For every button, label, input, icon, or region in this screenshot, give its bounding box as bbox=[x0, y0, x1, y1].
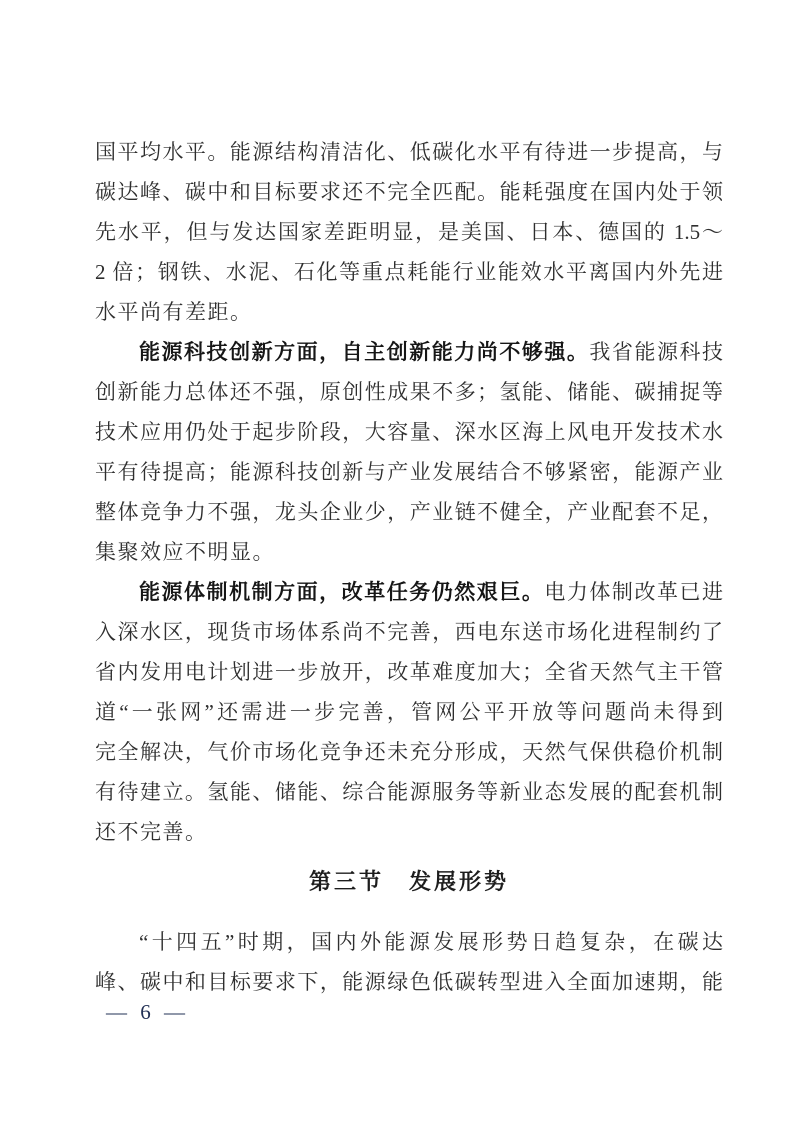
p2-line: 集聚效应不明显。 bbox=[95, 540, 275, 564]
p2-bold-lead: 能源科技创新方面，自主创新能力尚不够强。 bbox=[139, 340, 590, 364]
p2-line1-rest: 我省能源科技 bbox=[589, 340, 723, 364]
paragraph-1 bbox=[95, 132, 723, 332]
paragraph-2 bbox=[95, 332, 723, 572]
p1-line: 先水平，但与发达国家差距明显，是美国、日本、德国的 1.5～ bbox=[95, 220, 723, 244]
p4-line: 峰、碳中和目标要求下，能源绿色低碳转型进入全面加速期，能 bbox=[95, 970, 723, 994]
p4-line: “十四五”时期，国内外能源发展形势日趋复杂，在碳达 bbox=[139, 930, 723, 954]
paragraph-3 bbox=[95, 572, 723, 852]
p2-line bbox=[95, 332, 723, 372]
p3-line: 有待建立。氢能、储能、综合能源服务等新业态发展的配套机制 bbox=[95, 780, 723, 804]
p2-line: 平有待提高；能源科技创新与产业发展结合不够紧密，能源产业 bbox=[95, 460, 723, 484]
p2-line: 技术应用仍处于起步阶段，大容量、深水区海上风电开发技术水 bbox=[95, 420, 723, 444]
document-body bbox=[95, 132, 723, 1002]
page-number: — 6 — bbox=[106, 1000, 189, 1024]
paragraph-4 bbox=[95, 922, 723, 1002]
p3-line1-rest: 电力体制改革已进 bbox=[544, 580, 723, 604]
p3-line bbox=[95, 572, 723, 612]
p3-line: 还不完善。 bbox=[95, 820, 208, 844]
p1-line: 2 倍；钢铁、水泥、石化等重点耗能行业能效水平离国内外先进 bbox=[95, 260, 723, 284]
section-heading: 第三节 发展形势 bbox=[308, 869, 509, 894]
p1-line: 水平尚有差距。 bbox=[95, 300, 253, 324]
p3-line: 道“一张网”还需进一步完善，管网公平开放等问题尚未得到 bbox=[95, 700, 723, 724]
p1-line: 碳达峰、碳中和目标要求还不完全匹配。能耗强度在国内处于领 bbox=[95, 180, 723, 204]
p3-bold-lead: 能源体制机制方面，改革任务仍然艰巨。 bbox=[139, 580, 545, 604]
p2-line: 创新能力总体还不强，原创性成果不多；氢能、储能、碳捕捉等 bbox=[95, 380, 723, 404]
p3-line: 入深水区，现货市场体系尚不完善，西电东送市场化进程制约了 bbox=[95, 620, 723, 644]
p1-line: 国平均水平。能源结构清洁化、低碳化水平有待进一步提高，与 bbox=[95, 140, 723, 164]
p2-line: 整体竞争力不强，龙头企业少，产业链不健全，产业配套不足， bbox=[95, 500, 723, 524]
p3-line: 完全解决，气价市场化竞争还未充分形成，天然气保供稳价机制 bbox=[95, 740, 723, 764]
p3-line: 省内发用电计划进一步放开，改革难度加大；全省天然气主干管 bbox=[95, 660, 723, 684]
